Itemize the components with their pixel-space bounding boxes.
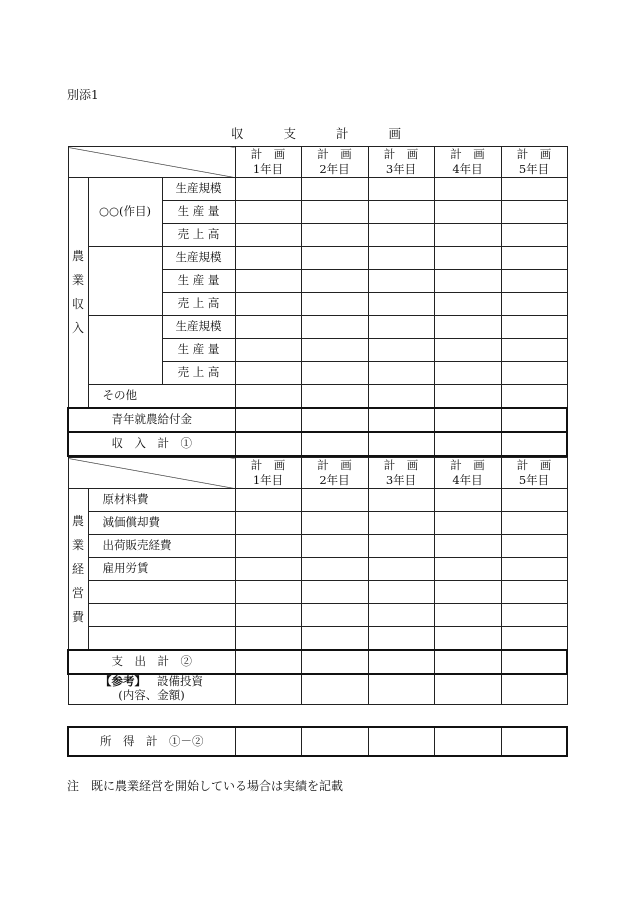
- value-cell[interactable]: [434, 270, 501, 293]
- value-cell[interactable]: [235, 316, 301, 339]
- value-cell[interactable]: [501, 408, 567, 432]
- value-cell[interactable]: [501, 650, 567, 674]
- value-cell[interactable]: [501, 201, 567, 224]
- item-label: 売 上 高: [162, 362, 235, 385]
- value-cell[interactable]: [434, 627, 501, 650]
- value-cell[interactable]: [368, 316, 434, 339]
- value-cell[interactable]: [301, 489, 368, 512]
- value-cell[interactable]: [434, 558, 501, 581]
- value-cell[interactable]: [434, 674, 501, 705]
- year-header: 計 画 1年目: [235, 147, 301, 178]
- value-cell[interactable]: [368, 247, 434, 270]
- item-label: 生 産 量: [162, 339, 235, 362]
- value-cell[interactable]: [501, 627, 567, 650]
- value-cell[interactable]: [368, 385, 434, 408]
- value-cell[interactable]: [501, 604, 567, 627]
- value-cell[interactable]: [368, 558, 434, 581]
- value-cell[interactable]: [235, 247, 301, 270]
- value-cell[interactable]: [501, 727, 567, 756]
- value-cell[interactable]: [368, 489, 434, 512]
- value-cell[interactable]: [501, 316, 567, 339]
- value-cell[interactable]: [434, 293, 501, 316]
- title-char: 収: [230, 126, 244, 141]
- value-cell[interactable]: [235, 489, 301, 512]
- income-total-label: 収 入 計 ①: [68, 432, 235, 456]
- expense-item-label[interactable]: [88, 581, 235, 604]
- value-cell[interactable]: [301, 316, 368, 339]
- item-label: 生産規模: [162, 247, 235, 270]
- title-char: 画: [388, 126, 402, 141]
- value-cell[interactable]: [368, 339, 434, 362]
- value-cell[interactable]: [501, 224, 567, 247]
- item-label: 生 産 量: [162, 201, 235, 224]
- year-header: 計 画 5年目: [501, 147, 567, 178]
- value-cell[interactable]: [368, 270, 434, 293]
- value-cell[interactable]: [368, 178, 434, 201]
- value-cell[interactable]: [235, 224, 301, 247]
- value-cell[interactable]: [301, 362, 368, 385]
- value-cell[interactable]: [235, 362, 301, 385]
- value-cell[interactable]: [235, 270, 301, 293]
- year-header: 計 画 5年目: [501, 458, 567, 489]
- value-cell[interactable]: [434, 512, 501, 535]
- item-label: 生産規模: [162, 316, 235, 339]
- value-cell[interactable]: [235, 432, 301, 456]
- attachment-label: 別添1: [67, 88, 99, 102]
- value-cell[interactable]: [501, 489, 567, 512]
- value-cell[interactable]: [235, 558, 301, 581]
- value-cell[interactable]: [301, 408, 368, 432]
- item-label: 売 上 高: [162, 293, 235, 316]
- value-cell[interactable]: [235, 408, 301, 432]
- value-cell[interactable]: [434, 604, 501, 627]
- value-cell[interactable]: [368, 650, 434, 674]
- value-cell[interactable]: [301, 581, 368, 604]
- reference-bold-label: 【参考】: [100, 674, 147, 689]
- value-cell[interactable]: [235, 581, 301, 604]
- item-label: 生産規模: [162, 178, 235, 201]
- crop-label-empty[interactable]: [88, 247, 162, 316]
- value-cell[interactable]: [235, 627, 301, 650]
- expense-total-label: 支 出 計 ②: [68, 650, 235, 674]
- value-cell[interactable]: [434, 247, 501, 270]
- income-table: [67, 146, 568, 457]
- year-header: 計 画 4年目: [434, 147, 501, 178]
- value-cell[interactable]: [301, 558, 368, 581]
- value-cell[interactable]: [434, 650, 501, 674]
- other-label: その他: [88, 385, 235, 408]
- value-cell[interactable]: [501, 535, 567, 558]
- value-cell[interactable]: [501, 293, 567, 316]
- subsidy-label: 青年就農給付金: [68, 408, 235, 432]
- value-cell[interactable]: [301, 432, 368, 456]
- value-cell[interactable]: [368, 432, 434, 456]
- value-cell[interactable]: [301, 512, 368, 535]
- title-char: 支: [283, 126, 296, 141]
- value-cell[interactable]: [301, 201, 368, 224]
- value-cell[interactable]: [434, 339, 501, 362]
- reference-investment-label: 設備投資: [156, 674, 203, 689]
- value-cell[interactable]: [434, 535, 501, 558]
- value-cell[interactable]: [434, 432, 501, 456]
- value-cell[interactable]: [235, 604, 301, 627]
- value-cell[interactable]: [235, 650, 301, 674]
- value-cell[interactable]: [301, 650, 368, 674]
- value-cell[interactable]: [434, 581, 501, 604]
- value-cell[interactable]: [368, 727, 434, 756]
- value-cell[interactable]: [501, 581, 567, 604]
- value-cell[interactable]: [368, 293, 434, 316]
- value-cell[interactable]: [368, 627, 434, 650]
- value-cell[interactable]: [368, 512, 434, 535]
- value-cell[interactable]: [368, 581, 434, 604]
- value-cell[interactable]: [434, 362, 501, 385]
- value-cell[interactable]: [434, 178, 501, 201]
- year-header: 計 画 3年目: [368, 147, 434, 178]
- value-cell[interactable]: [434, 408, 501, 432]
- year-header: 計 画 1年目: [235, 458, 301, 489]
- value-cell[interactable]: [368, 362, 434, 385]
- year-header: 計 画 2年目: [301, 147, 368, 178]
- value-cell[interactable]: [235, 178, 301, 201]
- value-cell[interactable]: [501, 558, 567, 581]
- value-cell[interactable]: [501, 385, 567, 408]
- value-cell[interactable]: [434, 489, 501, 512]
- reference-sub-label: (内容、金額): [118, 688, 185, 703]
- net-income-table: [67, 726, 568, 757]
- expense-item-label: 原材料費: [88, 489, 235, 512]
- value-cell[interactable]: [235, 674, 301, 705]
- expense-table: [67, 457, 568, 705]
- value-cell[interactable]: [501, 432, 567, 456]
- value-cell[interactable]: [368, 408, 434, 432]
- net-income-label: 所 得 計 ①－②: [68, 727, 235, 756]
- value-cell[interactable]: [501, 247, 567, 270]
- value-cell[interactable]: [235, 727, 301, 756]
- value-cell[interactable]: [301, 627, 368, 650]
- year-header: 計 画 3年目: [368, 458, 434, 489]
- value-cell[interactable]: [235, 339, 301, 362]
- value-cell[interactable]: [368, 535, 434, 558]
- value-cell[interactable]: [301, 293, 368, 316]
- value-cell[interactable]: [301, 178, 368, 201]
- crop-label: ○○(作目): [88, 178, 162, 247]
- value-cell[interactable]: [301, 247, 368, 270]
- value-cell[interactable]: [301, 674, 368, 705]
- value-cell[interactable]: [235, 201, 301, 224]
- item-label: 売 上 高: [162, 224, 235, 247]
- value-cell[interactable]: [235, 512, 301, 535]
- value-cell[interactable]: [434, 316, 501, 339]
- value-cell[interactable]: [434, 224, 501, 247]
- value-cell[interactable]: [501, 178, 567, 201]
- title-char: 計: [336, 126, 349, 141]
- year-header: 計 画 4年目: [434, 458, 501, 489]
- expense-item-label[interactable]: [88, 604, 235, 627]
- value-cell[interactable]: [301, 727, 368, 756]
- value-cell[interactable]: [368, 674, 434, 705]
- expense-section-label: 農 業 経 営 費: [68, 489, 88, 650]
- crop-label-empty[interactable]: [88, 316, 162, 385]
- expense-item-label: 出荷販売経費: [88, 535, 235, 558]
- item-label: 生 産 量: [162, 270, 235, 293]
- value-cell[interactable]: [301, 339, 368, 362]
- value-cell[interactable]: [235, 293, 301, 316]
- page-title: [67, 124, 565, 142]
- value-cell[interactable]: [501, 512, 567, 535]
- value-cell[interactable]: [368, 604, 434, 627]
- value-cell[interactable]: [501, 674, 567, 705]
- value-cell[interactable]: [301, 385, 368, 408]
- income-section-label: 農 業 収 入: [68, 178, 88, 408]
- expense-item-label: 雇用労賃: [88, 558, 235, 581]
- value-cell[interactable]: [301, 224, 368, 247]
- value-cell[interactable]: [235, 385, 301, 408]
- value-cell[interactable]: [301, 270, 368, 293]
- expense-item-label[interactable]: [88, 627, 235, 650]
- expense-item-label: 減価償却費: [88, 512, 235, 535]
- header-diagonal-cell: [68, 147, 235, 178]
- value-cell[interactable]: [368, 224, 434, 247]
- value-cell[interactable]: [434, 201, 501, 224]
- reference-label: [68, 674, 235, 705]
- value-cell[interactable]: [501, 339, 567, 362]
- value-cell[interactable]: [434, 727, 501, 756]
- value-cell[interactable]: [235, 535, 301, 558]
- footnote: 注 既に農業経営を開始している場合は実績を記載: [67, 779, 344, 793]
- value-cell[interactable]: [368, 201, 434, 224]
- value-cell[interactable]: [501, 362, 567, 385]
- value-cell[interactable]: [301, 535, 368, 558]
- value-cell[interactable]: [301, 604, 368, 627]
- header-diagonal-cell: [68, 458, 235, 489]
- value-cell[interactable]: [501, 270, 567, 293]
- value-cell[interactable]: [434, 385, 501, 408]
- year-header: 計 画 2年目: [301, 458, 368, 489]
